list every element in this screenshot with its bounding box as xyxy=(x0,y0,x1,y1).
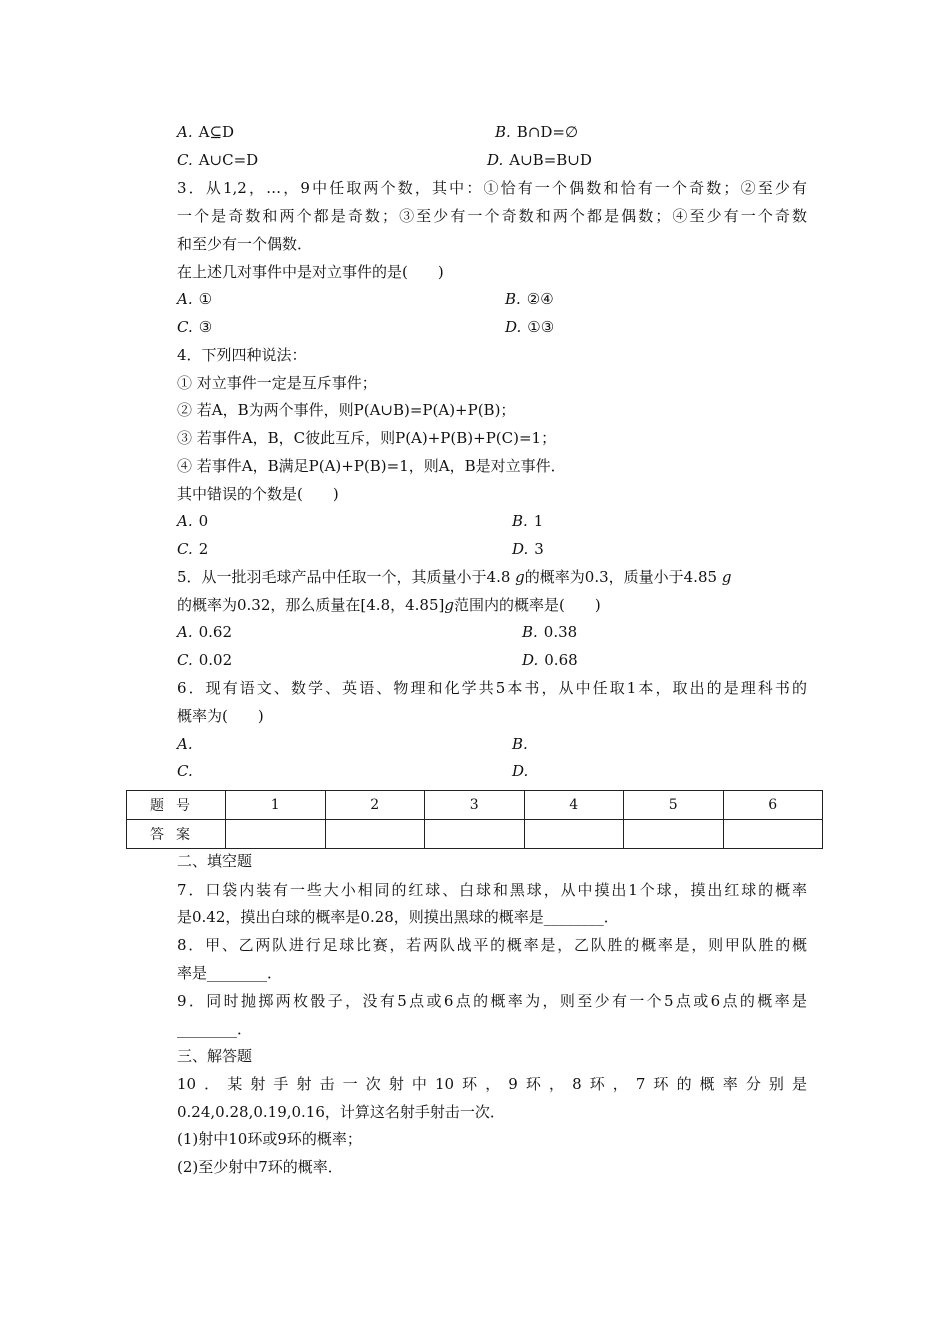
answer-cell-3[interactable] xyxy=(425,820,525,849)
q6-line-2: 概率为( ) xyxy=(177,707,264,725)
q2-option-a: A. A⊆D xyxy=(177,123,235,141)
q6-option-c: C. xyxy=(177,762,193,780)
q4-option-c: C. 2 xyxy=(177,540,209,558)
q9-line-2: ________． xyxy=(177,1020,253,1038)
answer-cell-5[interactable] xyxy=(624,820,724,849)
q4-line-1: 4．下列四种说法： xyxy=(177,346,307,364)
answer-table-col-4: 4 xyxy=(524,791,624,820)
q3-option-b: B. ②④ xyxy=(505,290,554,308)
q5-line-1: 5．从一批羽毛球产品中任取一个，其质量小于4.8 g的概率为0.3，质量小于4.85 g xyxy=(177,568,732,586)
q4-line-4: ③ 若事件A，B，C彼此互斥，则P(A)+P(B)+P(C)=1； xyxy=(177,429,557,447)
q10-line-2: 0.24,0.28,0.19,0.16，计算这名射手射击一次． xyxy=(177,1103,505,1121)
q6-option-a: A. xyxy=(177,735,193,753)
q5-line-2: 的概率为0.32，那么质量在[4.8，4.85]g范围内的概率是( ) xyxy=(177,596,601,614)
answer-table-label-number: 题号 xyxy=(127,791,226,820)
q3-line-4: 在上述几对事件中是对立事件的是( ) xyxy=(177,263,444,281)
q4-line-5: ④ 若事件A，B满足P(A)+P(B)=1，则A，B是对立事件． xyxy=(177,457,566,475)
q4-option-d: D. 3 xyxy=(512,540,544,558)
answer-cell-2[interactable] xyxy=(325,820,425,849)
q6-option-d: D. xyxy=(512,762,529,780)
q9-line-1: 9．同时抛掷两枚骰子，没有5点或6点的概率为，则至少有一个5点或6点的概率是 xyxy=(177,992,807,1010)
q3-line-3: 和至少有一个偶数． xyxy=(177,235,313,253)
q6-line-1: 6．现有语文、数学、英语、物理和化学共5本书，从中任取1本，取出的是理科书的 xyxy=(177,679,807,697)
answer-table-answer-row xyxy=(127,820,823,849)
answer-table-col-1: 1 xyxy=(226,791,326,820)
q6-option-b: B. xyxy=(512,735,528,753)
q2-option-d: D. A∪B=B∪D xyxy=(487,151,592,169)
q8-line-1: 8．甲、乙两队进行足球比赛，若两队战平的概率是，乙队胜的概率是，则甲队胜的概 xyxy=(177,936,807,954)
q7-line-1: 7．口袋内装有一些大小相同的红球、白球和黑球，从中摸出1个球，摸出红球的概率 xyxy=(177,881,807,899)
answer-table-label-answer: 答案 xyxy=(127,820,226,849)
q5-option-c: C. 0.02 xyxy=(177,651,233,669)
answer-table-col-2: 2 xyxy=(325,791,425,820)
q2-option-b: B. B∩D=∅ xyxy=(495,123,579,141)
section-3-title: 三、解答题 xyxy=(177,1047,253,1065)
q10-sub-1: (1)射中10环或9环的概率； xyxy=(177,1130,362,1148)
q10-sub-2: (2)至少射中7环的概率． xyxy=(177,1158,343,1176)
q4-option-a: A. 0 xyxy=(177,512,209,530)
q3-line-2: 一个是奇数和两个都是奇数；③至少有一个奇数和两个都是偶数；④至少有一个奇数 xyxy=(177,207,807,225)
q5-option-a: A. 0.62 xyxy=(177,623,233,641)
q7-line-2: 是0.42，摸出白球的概率是0.28，则摸出黑球的概率是________． xyxy=(177,908,619,926)
q4-line-6: 其中错误的个数是( ) xyxy=(177,485,339,503)
q3-option-d: D. ①③ xyxy=(505,318,555,336)
q4-line-3: ② 若A，B为两个事件，则P(A∪B)=P(A)+P(B)； xyxy=(177,401,516,419)
q3-option-a: A. ① xyxy=(177,290,213,308)
q10-line-1: 10．某射手射击一次射中10环，9环，8环，7环的概率分别是 xyxy=(177,1075,807,1093)
q5-option-d: D. 0.68 xyxy=(522,651,578,669)
answer-cell-6[interactable] xyxy=(723,820,823,849)
section-2-title: 二、填空题 xyxy=(177,852,253,870)
answer-table-header-row xyxy=(127,791,823,820)
q4-line-2: ① 对立事件一定是互斥事件； xyxy=(177,374,377,392)
answer-table-col-5: 5 xyxy=(624,791,724,820)
q8-line-2: 率是________． xyxy=(177,964,283,982)
q5-option-b: B. 0.38 xyxy=(522,623,578,641)
answer-cell-4[interactable] xyxy=(524,820,624,849)
answer-cell-1[interactable] xyxy=(226,820,326,849)
q2-option-c: C. A∪C=D xyxy=(177,151,259,169)
answer-table-col-6: 6 xyxy=(723,791,823,820)
q3-option-c: C. ③ xyxy=(177,318,213,336)
answer-table xyxy=(126,790,823,849)
q3-line-1: 3．从1,2，…，9中任取两个数，其中：①恰有一个偶数和恰有一个奇数；②至少有 xyxy=(177,179,807,197)
answer-table-col-3: 3 xyxy=(425,791,525,820)
q4-option-b: B. 1 xyxy=(512,512,544,530)
